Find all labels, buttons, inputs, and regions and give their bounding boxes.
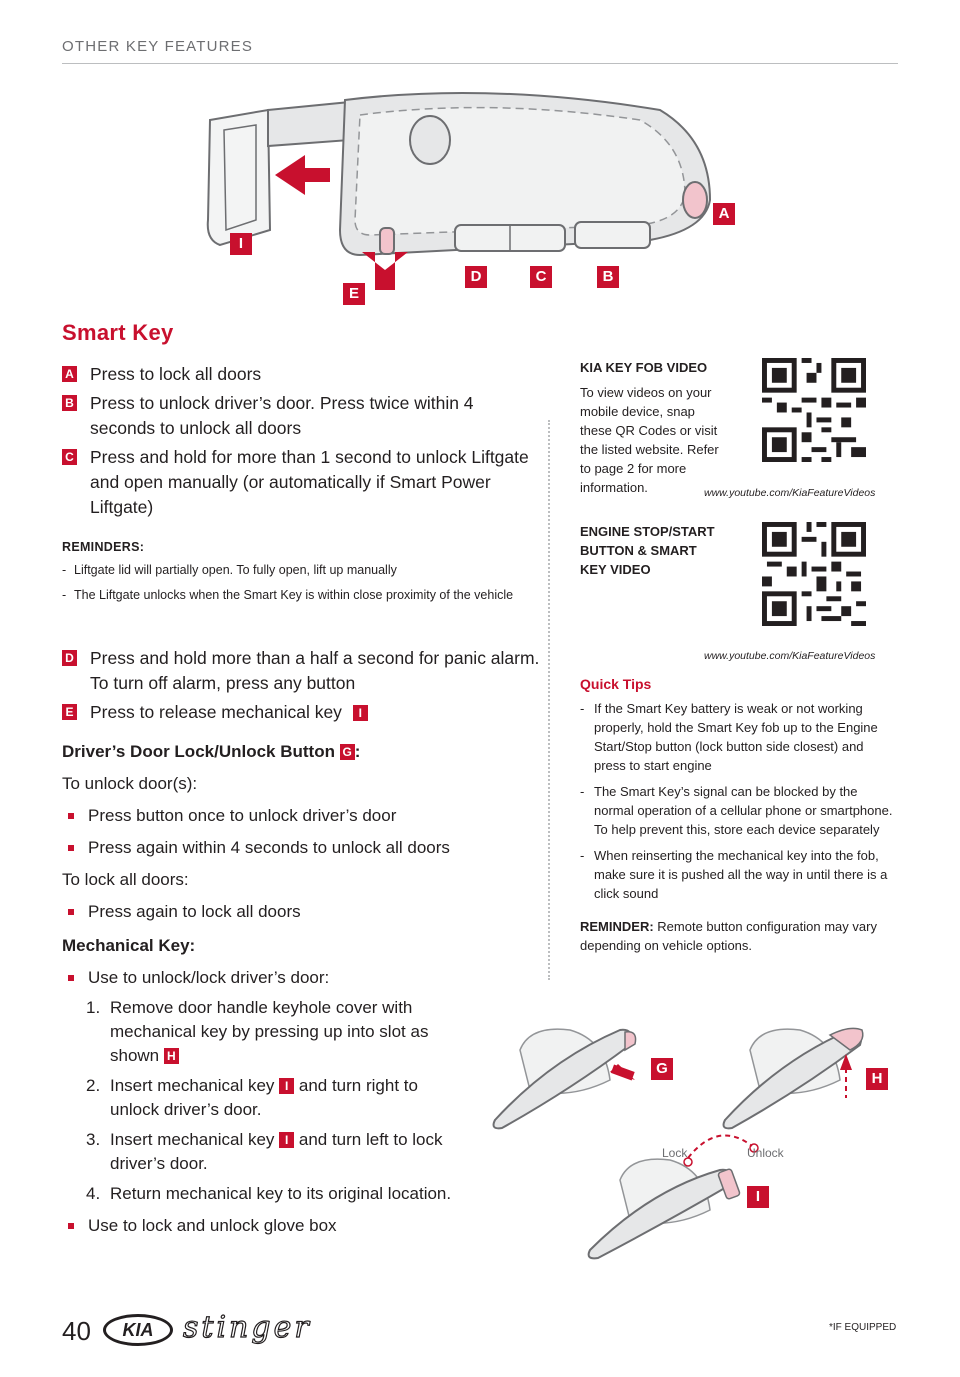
badge-ref-i: I — [353, 705, 368, 721]
badge-ref-g: G — [340, 744, 355, 760]
quick-tip-item: - When reinserting the mechanical key into the fob, make sure it is pushed all the way in until there is a click sound — [580, 846, 896, 903]
item-d: D Press and hold more than a half a second for panic alarm. To turn off alarm, press any button — [62, 646, 540, 696]
column-divider — [548, 420, 550, 980]
quick-tips-title: Quick Tips — [580, 676, 652, 692]
item-c: C Press and hold for more than 1 second to unlock Liftgate and open manually (or automatically if Smart Power Liftgate) — [62, 445, 540, 520]
badge-a: A — [62, 366, 77, 382]
footnote: *IF EQUIPPED — [829, 1322, 897, 1333]
mechanical-key-section — [62, 936, 482, 1238]
unlock-bullet: Press button once to unlock driver’s door — [62, 804, 540, 828]
video2-url[interactable]: www.youtube.com/KiaFeatureVideos — [704, 650, 876, 662]
callout-a: A — [713, 203, 735, 225]
reminders-title: REMINDERS: — [62, 540, 145, 554]
lock-intro: To lock all doors: — [62, 870, 189, 889]
callout-c: C — [530, 266, 552, 288]
video2-block — [580, 522, 720, 579]
drivers-door-title: Driver’s Door Lock/Unlock Button G : — [62, 742, 361, 761]
smart-key-items-2 — [62, 646, 540, 729]
callout-b: B — [597, 266, 619, 288]
lock-bullet: Press again to lock all doors — [62, 900, 540, 924]
quick-tip-item: - If the Smart Key battery is weak or not working properly, hold the Smart Key fob up to the Engine Start/Stop button (lock button side closest) and press to start engine — [580, 699, 896, 775]
item-e: E Press to release mechanical key I — [62, 700, 540, 725]
mechanical-bullet: Use to unlock/lock driver’s door: — [62, 966, 482, 990]
qr-code-1[interactable] — [762, 358, 866, 462]
page-number: 40 — [62, 1316, 91, 1346]
unlock-label: Unlock — [747, 1146, 784, 1160]
reminders-block — [62, 540, 540, 604]
quick-tip-item: - The Smart Key’s signal can be blocked by the normal operation of a cellular phone or smartphone. To help prevent this, store each device separately — [580, 782, 896, 839]
callout-g: G — [651, 1058, 673, 1080]
badge-ref-i: I — [279, 1078, 294, 1094]
item-b: B Press to unlock driver’s door. Press twice within 4 seconds to unlock all doors — [62, 391, 540, 441]
unlock-intro: To unlock door(s): — [62, 774, 198, 793]
quick-tips — [580, 676, 896, 955]
lock-label: Lock — [662, 1146, 688, 1160]
unlock-bullet: Press again within 4 seconds to unlock all doors — [62, 836, 540, 860]
badge-d: D — [62, 650, 77, 666]
mechanical-bullet: Use to lock and unlock glove box — [62, 1214, 482, 1238]
callout-e: E — [343, 283, 365, 305]
video1-block — [580, 358, 730, 497]
step-2: 2. Insert mechanical key I and turn right to unlock driver’s door. — [86, 1076, 418, 1119]
callout-d: D — [465, 266, 487, 288]
section-header: OTHER KEY FEATURES — [62, 38, 254, 55]
drivers-door-section — [62, 742, 540, 924]
callout-i: I — [230, 233, 252, 255]
mechanical-steps — [62, 996, 482, 1206]
callout-i-handle: I — [747, 1186, 769, 1208]
badge-e: E — [62, 704, 77, 720]
qr-code-2[interactable] — [762, 522, 866, 626]
step-1: 1. Remove door handle keyhole cover with mechanical key by pressing up into slot as shown H — [86, 998, 429, 1065]
badge-c: C — [62, 449, 77, 465]
step-3: 3. Insert mechanical key I and turn left to lock driver’s door. — [86, 1130, 443, 1173]
smart-key-title: Smart Key — [62, 320, 174, 345]
stinger-logo: stinger — [183, 1310, 312, 1345]
remote-reminder: REMINDER: Remote button configuration may vary depending on vehicle options. — [580, 919, 877, 953]
step-4: 4. Return mechanical key to its original location. — [86, 1184, 452, 1203]
reminder-item: - The Liftgate unlocks when the Smart Key is within close proximity of the vehicle — [62, 587, 540, 604]
header-rule — [62, 63, 898, 64]
badge-ref-h: H — [164, 1048, 179, 1064]
reminder-item: - Liftgate lid will partially open. To fully open, lift up manually — [62, 562, 540, 579]
badge-b: B — [62, 395, 77, 411]
door-handle-diagrams — [490, 1020, 910, 1260]
kia-logo: KIA — [103, 1314, 173, 1346]
video1-url[interactable]: www.youtube.com/KiaFeatureVideos — [704, 487, 876, 499]
item-a: A Press to lock all doors — [62, 362, 540, 387]
video1-title: KIA KEY FOB VIDEO — [580, 360, 708, 375]
mechanical-key-title: Mechanical Key: — [62, 936, 196, 955]
callout-h: H — [866, 1068, 888, 1090]
smart-key-items — [62, 362, 540, 524]
video1-text: To view videos on your mobile device, snap these QR Codes or visit the listed website. Refer to page 2 for more information. — [580, 385, 719, 495]
video2-title: ENGINE STOP/START BUTTON & SMART KEY VIDEO — [580, 524, 715, 577]
badge-ref-i: I — [279, 1132, 294, 1148]
